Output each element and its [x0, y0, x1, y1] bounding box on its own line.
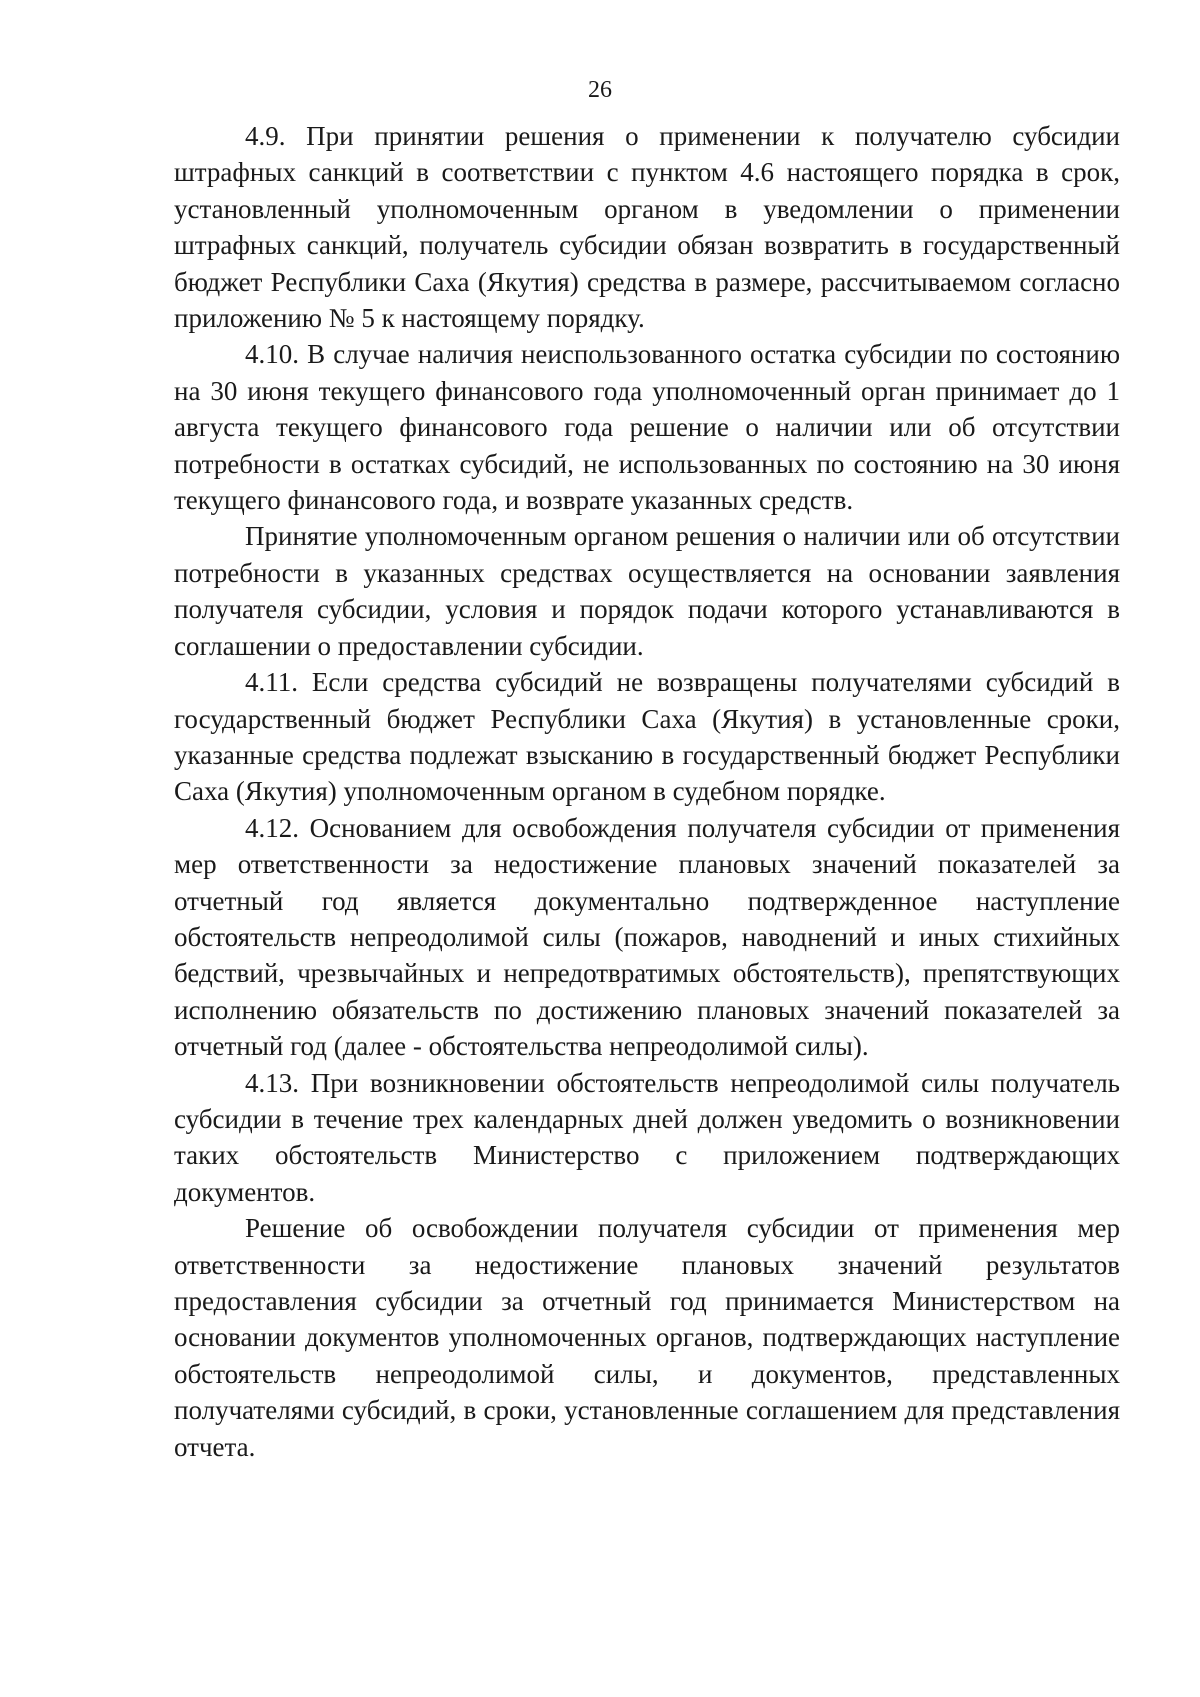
paragraph-4-10-decision: Принятие уполномоченным органом решения о наличии или об отсутствии потребности в указанных средствах осуществляется на основании заявления получателя субсидии, условия и порядок подачи которого устанавливаются в соглашении о предоставлении субсидии. — [174, 521, 1120, 661]
page-number: 26 — [588, 77, 612, 103]
document-body — [174, 118, 1120, 1465]
paragraph-4-13-exemption: Решение об освобождении получателя субсидии от применения мер ответственности за недостижение плановых значений результатов предоставления субсидии за отчетный год принимается Министерством на основании документов уполномоченных органов, подтверждающих наступление обстоятельств непреодолимой силы, и документов, представленных получателями субсидий, в сроки, установленные соглашением для представления отчета. — [174, 1213, 1120, 1462]
paragraph-4-12: 4.12. Основанием для освобождения получателя субсидии от применения мер ответственности за недостижение плановых значений показателей за отчетный год является документально подтвержденное наступление обстоятельств непреодолимой силы (пожаров, наводнений и иных стихийных бедствий, чрезвычайных и непредотвратимых обстоятельств), препятствующих исполнению обязательств по достижению плановых значений показателей за отчетный год (далее - обстоятельства непреодолимой силы). — [174, 812, 1120, 1062]
paragraph-4-10: 4.10. В случае наличия неиспользованного остатка субсидии по состоянию на 30 июня текущего финансового года уполномоченный орган принимает до 1 августа текущего финансового года решение о наличии или об отсутствии потребности в остатках субсидий, не использованных по состоянию на 30 июня текущего финансового года, и возврате указанных средств. — [174, 339, 1120, 516]
paragraph-4-11: 4.11. Если средства субсидий не возвращены получателями субсидий в государственный бюджет Республики Саха (Якутия) в установленные сроки, указанные средства подлежат взысканию в государственный бюджет Республики Саха (Якутия) уполномоченным органом в судебном порядке. — [174, 667, 1120, 807]
paragraph-4-13: 4.13. При возникновении обстоятельств непреодолимой силы получатель субсидии в течение трех календарных дней должен уведомить о возникновении таких обстоятельств Министерство с приложением подтверждающих документов. — [174, 1067, 1120, 1207]
paragraph-4-9: 4.9. При принятии решения о применении к получателю субсидии штрафных санкций в соответствии с пунктом 4.6 настоящего порядка в срок, установленный уполномоченным органом в уведомлении о применении штрафных санкций, получатель субсидии обязан возвратить в государственный бюджет Республики Саха (Якутия) средства в размере, рассчитываемом согласно приложению № 5 к настоящему порядку. — [174, 121, 1120, 334]
